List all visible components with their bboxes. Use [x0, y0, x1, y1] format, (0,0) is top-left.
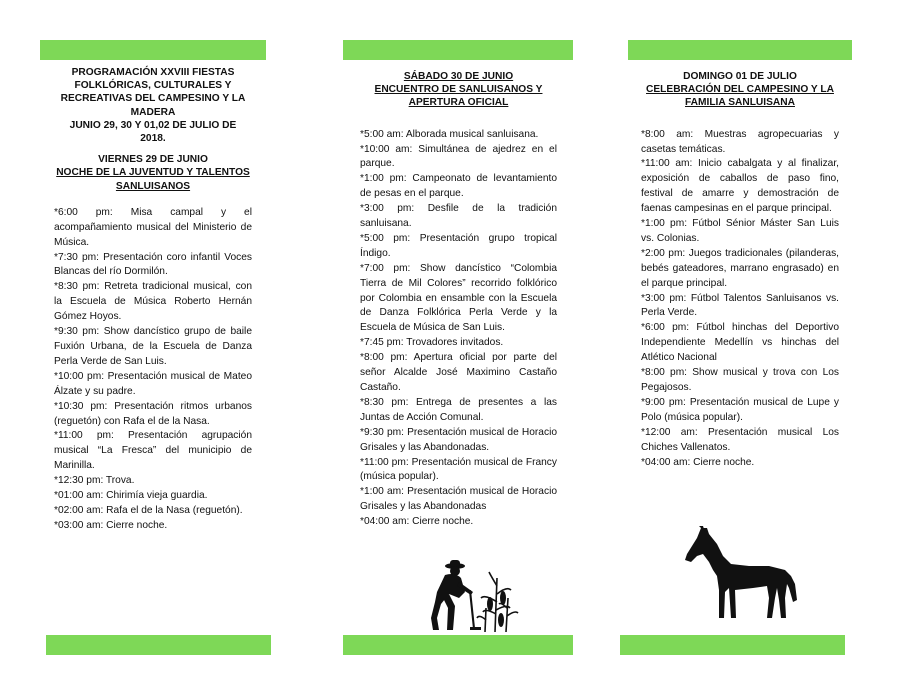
- column-friday: [54, 66, 252, 534]
- schedule-item: *5:00 pm: Presentación grupo tropical Índigo.: [360, 232, 557, 259]
- bottom-bar-left: [46, 635, 271, 655]
- saturday-heading: [360, 70, 557, 110]
- schedule-item: *8:00 pm: Apertura oficial por parte del señor Alcalde José Maximino Castaño Castaño.: [360, 352, 557, 394]
- schedule-item: *10:00 am: Simultánea de ajedrez en el parque.: [360, 143, 557, 170]
- friday-schedule: [54, 206, 252, 534]
- top-bar-right: [628, 40, 852, 60]
- schedule-item: *9:30 pm: Show dancístico grupo de baile Fuxión Urbana, de la Escuela de Danza Perla Verde de San Luis.: [54, 326, 252, 367]
- schedule-item: *7:00 pm: Show dancístico “Colombia Tierra de Mil Colores” recorrido folklórico por Colombia en ensamble con la Escuela de Danza Folklórica Perla Verde y la Escuela de Música de San Luis.: [360, 262, 557, 334]
- festival-title-line: 2018.: [140, 133, 166, 145]
- festival-title-line: RECREATIVAS DEL CAMPESINO Y LA: [60, 93, 246, 105]
- day-subtitle-line: FAMILIA SANLUISANA: [685, 97, 795, 109]
- festival-title-line: MADERA: [130, 106, 176, 118]
- day-subtitle-line: NOCHE DE LA JUVENTUD Y TALENTOS: [56, 167, 250, 179]
- schedule-item: *03:00 am: Cierre noche.: [54, 519, 168, 531]
- schedule-item: *8:30 pm: Retreta tradicional musical, con la Escuela de Música Roberto Hernán Gómez Hoyos.: [54, 281, 252, 323]
- saturday-schedule: [360, 128, 557, 530]
- schedule-item: *1:00 pm: Campeonato de levantamiento de pesas en el parque.: [360, 173, 557, 200]
- schedule-item: *01:00 am: Chirimía vieja guardia.: [54, 490, 208, 502]
- bottom-bar-right: [620, 635, 845, 655]
- festival-title-line: FOLKLÓRICAS, CULTURALES Y: [74, 80, 232, 92]
- top-bar-left: [40, 40, 266, 60]
- schedule-item: *1:00 am: Presentación musical de Horacio Grisales y las Abandonadas: [360, 486, 557, 513]
- schedule-item: *8:30 pm: Entrega de presentes a las Juntas de Acción Comunal.: [360, 396, 557, 423]
- sunday-schedule: [641, 128, 839, 471]
- schedule-item: *9:00 pm: Presentación musical de Lupe y Polo (música popular).: [641, 396, 839, 423]
- schedule-item: *11:00 pm: Presentación agrupación musical “La Fresca” del municipio de Marinilla.: [54, 430, 252, 472]
- schedule-item: *3:00 pm: Fútbol Talentos Sanluisanos vs. Perla Verde.: [641, 292, 839, 319]
- day-subtitle-line: ENCUENTRO DE SANLUISANOS Y: [374, 84, 543, 96]
- schedule-item: *6:00 pm: Fútbol hinchas del Deportivo Independiente Medellín vs hinchas del Atlético Nacional: [641, 322, 839, 364]
- farmer-hoeing-silhouette-icon: [415, 558, 520, 633]
- schedule-item: *11:00 pm: Presentación musical de Francy (música popular).: [360, 456, 557, 483]
- schedule-item: *9:30 pm: Presentación musical de Horacio Grisales y las Abandonadas.: [360, 426, 557, 453]
- schedule-item: *02:00 am: Rafa el de la Nasa (reguetón).: [54, 504, 243, 516]
- day-subtitle-line: CELEBRACIÓN DEL CAMPESINO Y LA: [646, 84, 834, 96]
- day-subtitle-line: APERTURA OFICIAL: [408, 97, 509, 109]
- day-title: SÁBADO 30 DE JUNIO: [403, 71, 514, 82]
- festival-title-line: JUNIO 29, 30 Y 01,02 DE JULIO DE: [69, 119, 237, 131]
- schedule-item: *8:00 am: Muestras agropecuarias y casetas temáticas.: [641, 128, 839, 155]
- schedule-item: *04:00 am: Cierre noche.: [360, 516, 474, 528]
- festival-title-line: PROGRAMACIÓN XXVIII FIESTAS: [71, 67, 235, 78]
- sunday-heading: [641, 70, 839, 110]
- top-bar-center: [343, 40, 573, 60]
- friday-heading: [54, 153, 252, 193]
- bottom-bar-center: [343, 635, 573, 655]
- schedule-item: *7:45 pm: Trovadores invitados.: [360, 337, 504, 349]
- schedule-item: *8:00 pm: Show musical y trova con Los Pegajosos.: [641, 367, 839, 394]
- schedule-item: *04:00 am: Cierre noche.: [641, 456, 755, 468]
- column-sunday: [641, 70, 839, 470]
- day-title: VIERNES 29 DE JUNIO: [98, 154, 208, 166]
- festival-title: [54, 66, 252, 145]
- schedule-item: *11:00 am: Inicio cabalgata y al finalizar, exposición de caballos de paso fino, festival de amarre y demostración de faenas campesinas en el parque principal.: [641, 158, 839, 215]
- schedule-item: *10:30 pm: Presentación ritmos urbanos (reguetón) con Rafa el de la Nasa.: [54, 400, 252, 427]
- schedule-item: *10:00 pm: Presentación musical de Mateo Álzate y su padre.: [54, 370, 252, 397]
- horse-silhouette-icon: [683, 526, 801, 624]
- day-title: DOMINGO 01 DE JULIO: [683, 71, 797, 82]
- schedule-item: *7:30 pm: Presentación coro infantil Voces Blancas del río Dormilón.: [54, 251, 252, 278]
- column-saturday: [360, 70, 557, 530]
- schedule-item: *3:00 pm: Desfile de la tradición sanluisana.: [360, 203, 557, 230]
- schedule-item: *12:30 pm: Trova.: [54, 475, 135, 487]
- schedule-item: *12:00 am: Presentación musical Los Chiches Vallenatos.: [641, 426, 839, 453]
- schedule-item: *5:00 am: Alborada musical sanluisana.: [360, 128, 539, 140]
- schedule-item: *2:00 pm: Juegos tradicionales (pilanderas, bebés gateadores, marrano engrasado) en el parque principal.: [641, 247, 839, 289]
- day-subtitle-line: SANLUISANOS: [115, 180, 191, 192]
- schedule-item: *1:00 pm: Fútbol Sénior Máster San Luis vs. Colonias.: [641, 218, 839, 244]
- schedule-item: *6:00 pm: Misa campal y el acompañamiento musical del Ministerio de Música.: [54, 206, 252, 248]
